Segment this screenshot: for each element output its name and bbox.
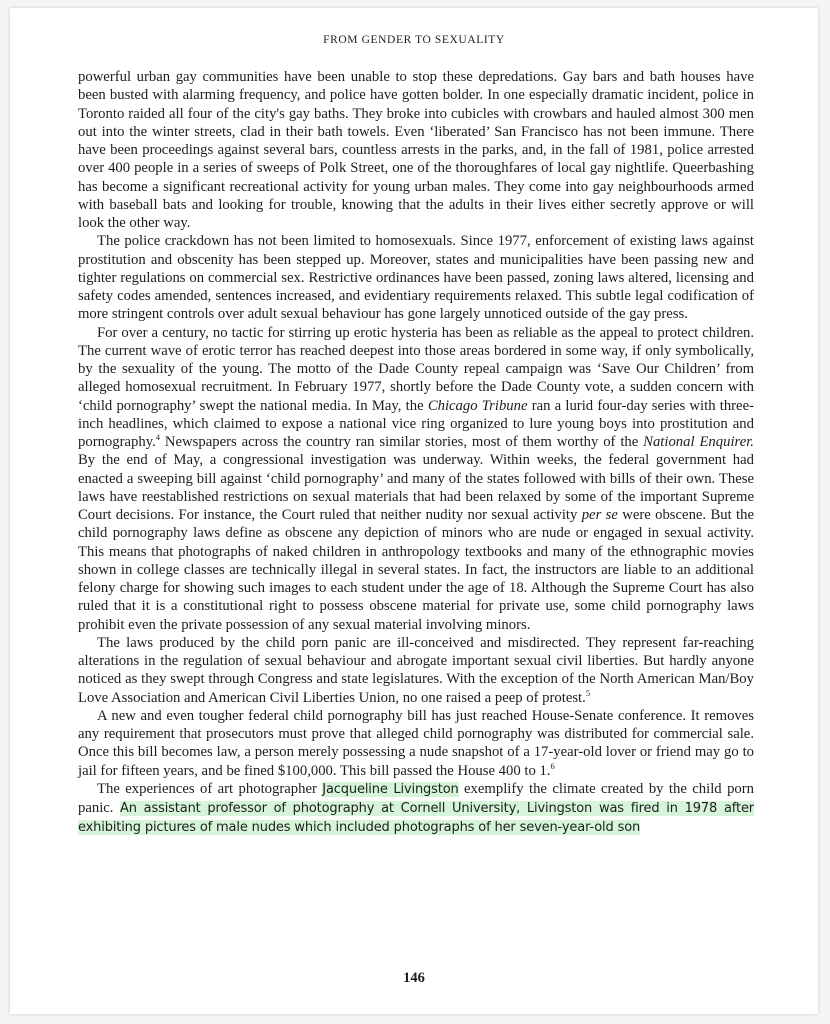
footnote-ref-5[interactable]: 5	[585, 687, 591, 698]
paragraph-3-text-h: were obscene. But the child pornography laws define as obscene any depiction of minors who are nude or engaged in sexual activity. This means that photographs of naked children in anthropology textbooks and many of the ethnographic movies shown in college classes are technically illegal in several states. In fact, the instructors are liable to an additional felony charge for showing such images to each student under the age of 18. Although the Supreme Court has also ruled that it is a constitutional right to possess obscene material for private use, some child pornography laws prohibit even the private possession of any sexual material involving minors.	[78, 507, 754, 633]
highlight-name[interactable]: Jacqueline Livingston	[322, 781, 459, 797]
paragraph-6-text-a: The experiences of art photographer	[97, 780, 323, 797]
paragraph-5-text: A new and even tougher federal child pornography bill has just reached House-Senate conference. It removes any requirement that prosecutors must prove that alleged child pornography was distributed for commercial sale. Once this bill becomes law, a person merely possessing a nude snapshot of a 17-year-old lover or friend may go to jail for fifteen years, and be fined $100,000. This bill passed the House 400 to 1.	[78, 707, 754, 779]
paragraph-3-text-c: ran a lurid four-day series with three-inch headlines, which claimed to expose a national vice ring organized to lure young boys into prostitution and pornography.	[78, 397, 754, 450]
page-number: 146	[403, 970, 425, 986]
body-text	[78, 68, 754, 838]
paragraph-3-text-d: Newspapers across the country ran similar stories, most of them worthy of the	[160, 434, 644, 450]
highlight-passage[interactable]: An assistant professor of photography at Cornell University, Livingston was fired in 1978 after exhibiting pictures of male nudes which included photographs of her seven-year-old son	[78, 801, 754, 836]
paragraph-3-text-f: By the end of May, a congressional investigation was underway. Within weeks, the federal government had enacted a sweeping bill against ‘child pornography’ and many of the states followed with bills of their own. These laws have reestablished restrictions on sexual materials that had been relaxed by some of the important Supreme Court decisions. For instance, the Court ruled that neither nudity nor sexual activity	[78, 452, 754, 523]
footnote-ref-6[interactable]: 6	[550, 760, 555, 771]
paragraph-4-text: The laws produced by the child porn panic are ill-conceived and misdirected. They represent far-reaching alterations in the regulation of sexual behaviour and abrogate important sexual civil liberties. But hardly anyone noticed as they swept through Congress and state legislatures. With the exception of the North American Man/Boy Love Association and American Civil Liberties Union, no one raised a peep of protest.	[78, 634, 754, 706]
paragraph-5	[78, 707, 754, 780]
paragraph-3	[78, 324, 754, 634]
running-head: FROM GENDER TO SEXUALITY	[323, 34, 505, 46]
paragraph-2: The police crackdown has not been limited to homosexuals. Since 1977, enforcement of existing laws against prostitution and obscenity has been stepped up. Moreover, states and municipalities have been passing new and tighter regulations on commercial sex. Restrictive ordinances have been passed, zoning laws altered, licensing and safety codes amended, sentences increased, and evidentiary requirements relaxed. This subtle legal codification of more stringent controls over adult sexual behaviour has gone largely unnoticed outside of the gay press.	[78, 233, 754, 323]
paragraph-6	[78, 780, 754, 838]
paragraph-4	[78, 634, 754, 707]
footnote-ref-4[interactable]: 4	[155, 432, 161, 443]
book-page	[10, 8, 818, 1014]
italic-chicago-tribune: Chicago Tribune	[427, 397, 528, 414]
paragraph-6-text-b: exemplify the climate created by the child porn panic.	[78, 780, 754, 816]
paragraph-1: powerful urban gay communities have been unable to stop these depredations. Gay bars and bath houses have been busted with alarming frequency, and police have gotten bolder. In one especially dramatic incident, police in Toronto raided all four of the city's gay baths. They broke into cubicles with crowbars and hauled almost 300 men out into the winter streets, clad in their bath towels. Even ‘liberated’ San Francisco has not been immune. There have been proceedings against several bars, countless arrests in the parks, and, in the fall of 1981, police arrested over 400 people in a series of sweeps of Polk Street, one of the thoroughfares of local gay nightlife. Queerbashing has become a significant recreational activity for young urban males. They come into gay neighbourhoods armed with baseball bats and looking for trouble, knowing that the adults in their lives either secretly approve or will look the other way.	[78, 69, 754, 231]
paragraph-3-text-a: For over a century, no tactic for stirring up erotic hysteria has been as reliable as the appeal to protect children. The current wave of erotic terror has reached deepest into those areas bordered in some way, if only symbolically, by the sexuality of the young. The motto of the Dade County repeal campaign was ‘Save Our Children’ from alleged homosexual recruitment. In February 1977, shortly before the Dade County vote, a sudden concern with ‘child pornography’ swept the national media. In May, the	[78, 324, 754, 414]
italic-national-enquirer: National Enquirer.	[643, 434, 754, 450]
italic-per-se: per se	[581, 507, 618, 523]
